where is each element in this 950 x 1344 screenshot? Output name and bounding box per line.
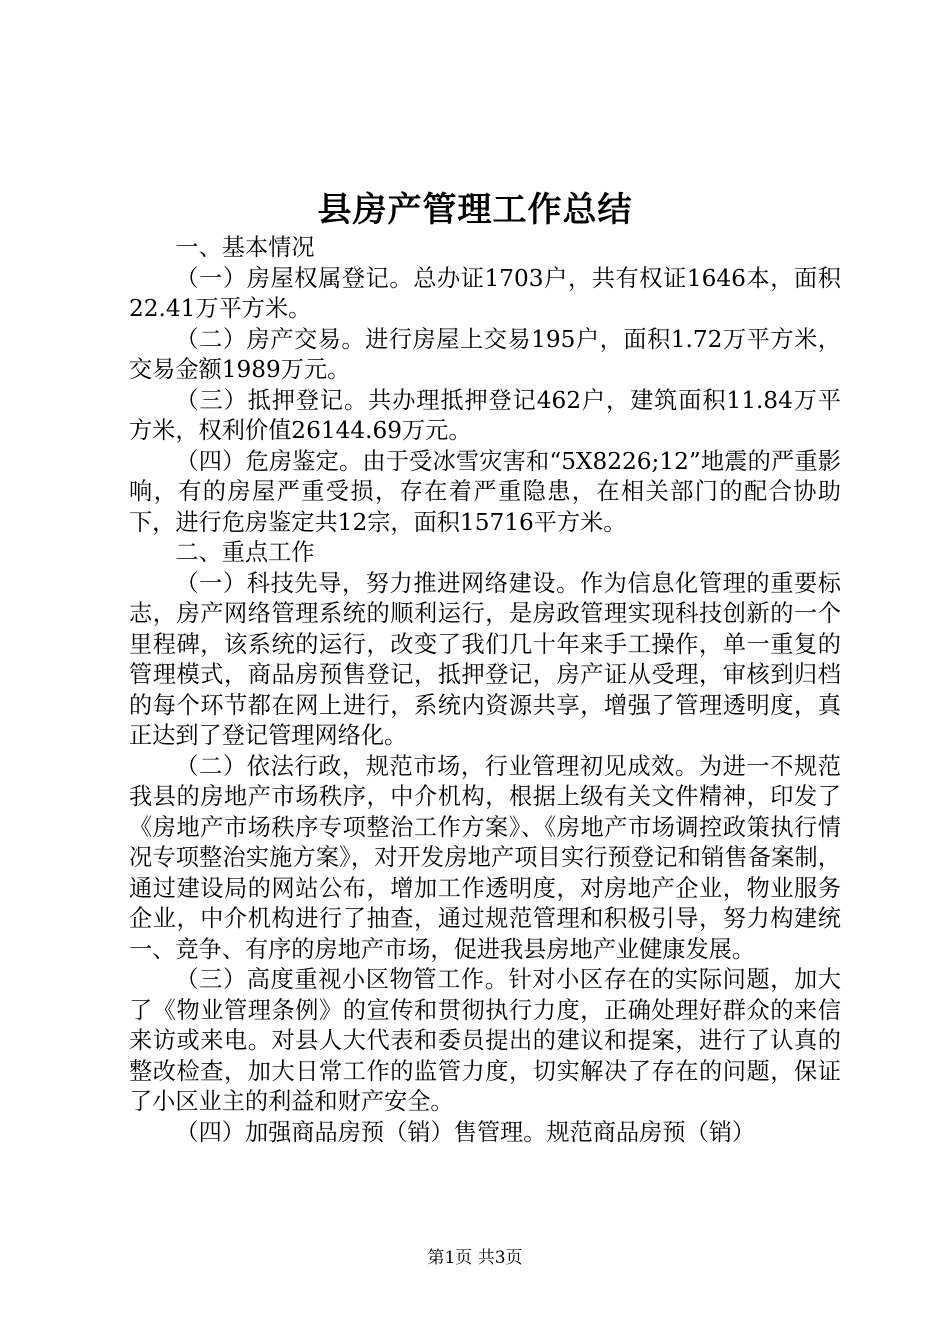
paragraph: （三）高度重视小区物管工作。针对小区存在的实际问题，加大了《物业管理条例》的宣传和贯彻执行力度，正确处理好群众的来信来访或来电。对县人大代表和委员提出的建议和提案，进行了认真的整改检查，加大日常工作的监管力度，切实解决了存在的问题，保证了小区业主的利益和财产安全。 <box>129 966 841 1115</box>
paragraph: （二）依法行政，规范市场，行业管理初见成效。为进一不规范我县的房地产市场秩序，中介机构，根据上级有关文件精神，印发了《房地产市场秩序专项整治工作方案》、《房地产市场调控政策执行情况专项整治实施方案》，对开发房地产项目实行预登记和销售备案制，通过建设局的网站公布，增加工作透明度，对房地产企业，物业服务企业，中介机构进行了抽查，通过规范管理和积极引导，努力构建统一、竞争、有序的房地产市场，促进我县房地产业健康发展。 <box>129 752 841 963</box>
paragraph: （三）抵押登记。共办理抵押登记462户，建筑面积11.84万平方米，权利价值26144.69万元。 <box>129 386 841 444</box>
paragraph: （一）科技先导，努力推进网络建设。作为信息化管理的重要标志，房产网络管理系统的顺利运行，是房政管理实现科技创新的一个里程碑，该系统的运行，改变了我们几十年来手工操作，单一重复的管理模式，商品房预售登记，抵押登记，房产证从受理，审核到归档的每个环节都在网上进行，系统内资源共享，增强了管理透明度，真正达到了登记管理网络化。 <box>129 569 841 749</box>
paragraph: （一）房屋权属登记。总办证1703户，共有权证1646本，面积22.41万平方米。 <box>129 264 841 322</box>
section-heading: 二、重点工作 <box>175 539 315 566</box>
section-heading: 一、基本情况 <box>175 234 315 261</box>
paragraph: （四）加强商品房预（销）售管理。规范商品房预（销） <box>175 1118 756 1146</box>
document-body <box>129 233 841 1148</box>
paragraph: （二）房产交易。进行房屋上交易195户，面积1.72万平方米，交易金额1989万元。 <box>129 325 841 383</box>
paragraph: （四）危房鉴定。由于受冰雪灾害和“5X8226;12”地震的严重影响，有的房屋严重受损，存在着严重隐患，在相关部门的配合协助下，进行危房鉴定共12宗，面积15716平方米。 <box>129 447 841 536</box>
page-footer: 第1页 共3页 <box>427 1248 523 1268</box>
document-title: 县房产管理工作总结 <box>317 190 633 230</box>
